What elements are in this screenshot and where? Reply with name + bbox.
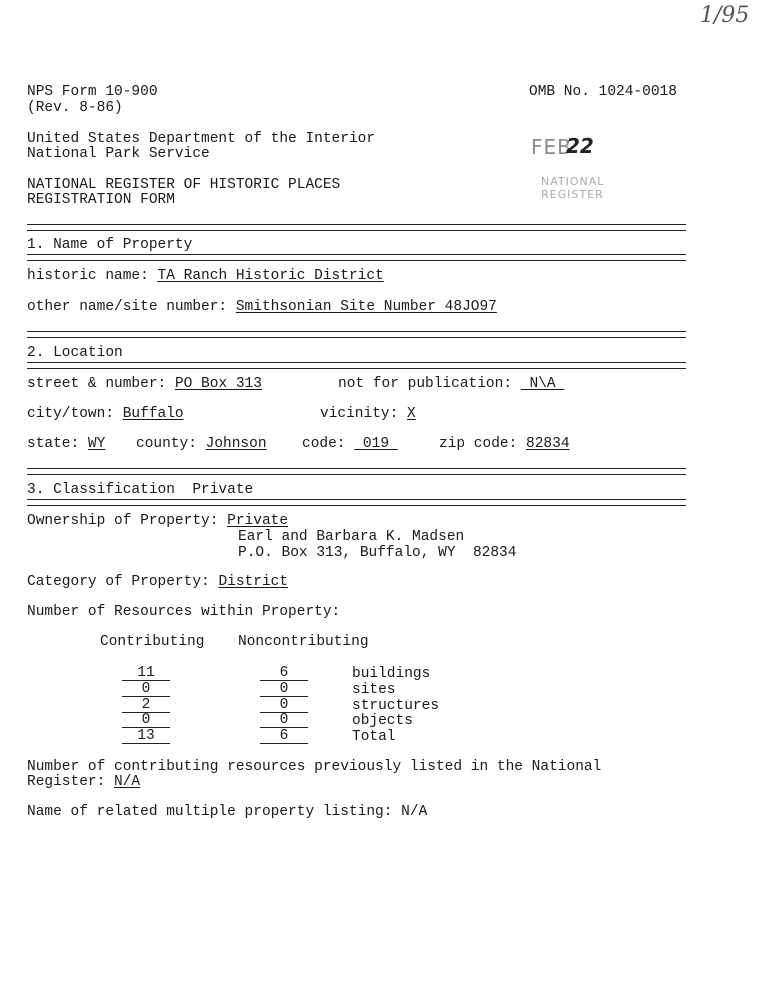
stamp-line1: NATIONAL [541,175,605,188]
zip-row [439,436,570,452]
state-label: state: [27,436,80,452]
owner-address: P.O. Box 313, Buffalo, WY 82834 [238,545,517,561]
nfp-text: N\A [529,376,556,392]
resource-contributing-count: 11 [122,666,170,681]
section-divider [27,468,686,475]
section-divider [27,254,686,261]
owner-name: Earl and Barbara K. Madsen [238,529,465,545]
nfp-value [521,376,565,392]
resource-noncontributing-count: 0 [260,698,308,713]
contributing-header: Contributing [100,634,205,650]
code-row [302,436,398,452]
resource-noncontributing-total: 6 [260,729,308,744]
resource-label: buildings [352,666,431,682]
section-divider [27,331,686,338]
department-name: United States Department of the Interior [27,131,376,147]
resource-noncontributing-count: 0 [260,682,308,697]
form-title-line2: REGISTRATION FORM [27,192,175,208]
noncontributing-header: Noncontributing [238,634,369,650]
section1-heading: 1. Name of Property [27,237,193,253]
category-label: Category of Property: [27,574,210,590]
zip-value: 82834 [526,436,570,452]
resource-total-label: Total [352,729,396,745]
street-row [27,376,262,392]
historic-name-row [27,268,384,284]
county-label: county: [136,436,197,452]
resources-label: Number of Resources within Property: [27,604,341,620]
section-divider [27,362,686,369]
stamp-day: 22 [566,134,594,158]
state-value: WY [87,436,106,452]
vicinity-row [320,406,416,422]
vicinity-value: X [407,406,416,422]
form-number: NPS Form 10-900 [27,84,158,100]
form-title-line1: NATIONAL REGISTER OF HISTORIC PLACES [27,177,341,193]
county-row [136,436,267,452]
multiple-listing-label: Name of related multiple property listing: [27,804,393,820]
stamp-month: FEB [531,135,572,159]
omb-number: OMB No. 1024-0018 [529,84,677,100]
resource-label: objects [352,713,413,729]
multiple-listing-value: N/A [401,804,428,820]
section3-heading: 3. Classification Private [27,482,254,498]
stamp-line2: REGISTER [541,188,604,201]
multiple-listing-row [27,804,427,820]
historic-name-label: historic name: [27,268,149,284]
city-row [27,406,184,422]
street-value: PO Box 313 [174,376,262,392]
code-value [354,436,398,452]
code-label: code: [302,436,346,452]
category-row [27,574,288,590]
street-label: street & number: [27,376,167,392]
resource-label: sites [352,682,396,698]
resource-contributing-count: 2 [122,698,170,713]
section2-heading: 2. Location [27,345,123,361]
other-name-value: Smithsonian Site Number 48JO97 [235,299,497,315]
historic-name-value: TA Ranch Historic District [157,268,384,284]
category-value: District [218,574,289,590]
city-label: city/town: [27,406,115,422]
resource-contributing-count: 0 [122,713,170,728]
code-text: 019 [362,436,390,452]
city-value: Buffalo [122,406,184,422]
previously-listed-label: Number of contributing resources previously listed in the National [27,759,602,775]
ownership-row [27,513,288,529]
county-value: Johnson [205,436,267,452]
nfp-label: not for publication: [338,376,513,392]
previously-listed-value: N/A [114,774,141,790]
resource-noncontributing-count: 6 [260,666,308,681]
handwritten-page-mark: 1/95 [700,3,750,28]
zip-label: zip code: [439,436,518,452]
vicinity-label: vicinity: [320,406,399,422]
service-name: National Park Service [27,146,210,162]
ownership-value: Private [227,513,289,529]
resource-noncontributing-count: 0 [260,713,308,728]
form-revision: (Rev. 8-86) [27,100,123,116]
nfp-row [338,376,564,392]
resource-label: structures [352,698,440,714]
resource-contributing-total: 13 [122,729,170,744]
section-divider [27,499,686,506]
other-name-label: other name/site number: [27,299,228,315]
previously-listed-label-2: Register: [27,774,106,790]
resource-contributing-count: 0 [122,682,170,697]
other-name-row [27,299,497,315]
ownership-label: Ownership of Property: [27,513,219,529]
state-row [27,436,105,452]
section-divider [27,224,686,231]
previously-listed-row [27,774,140,790]
